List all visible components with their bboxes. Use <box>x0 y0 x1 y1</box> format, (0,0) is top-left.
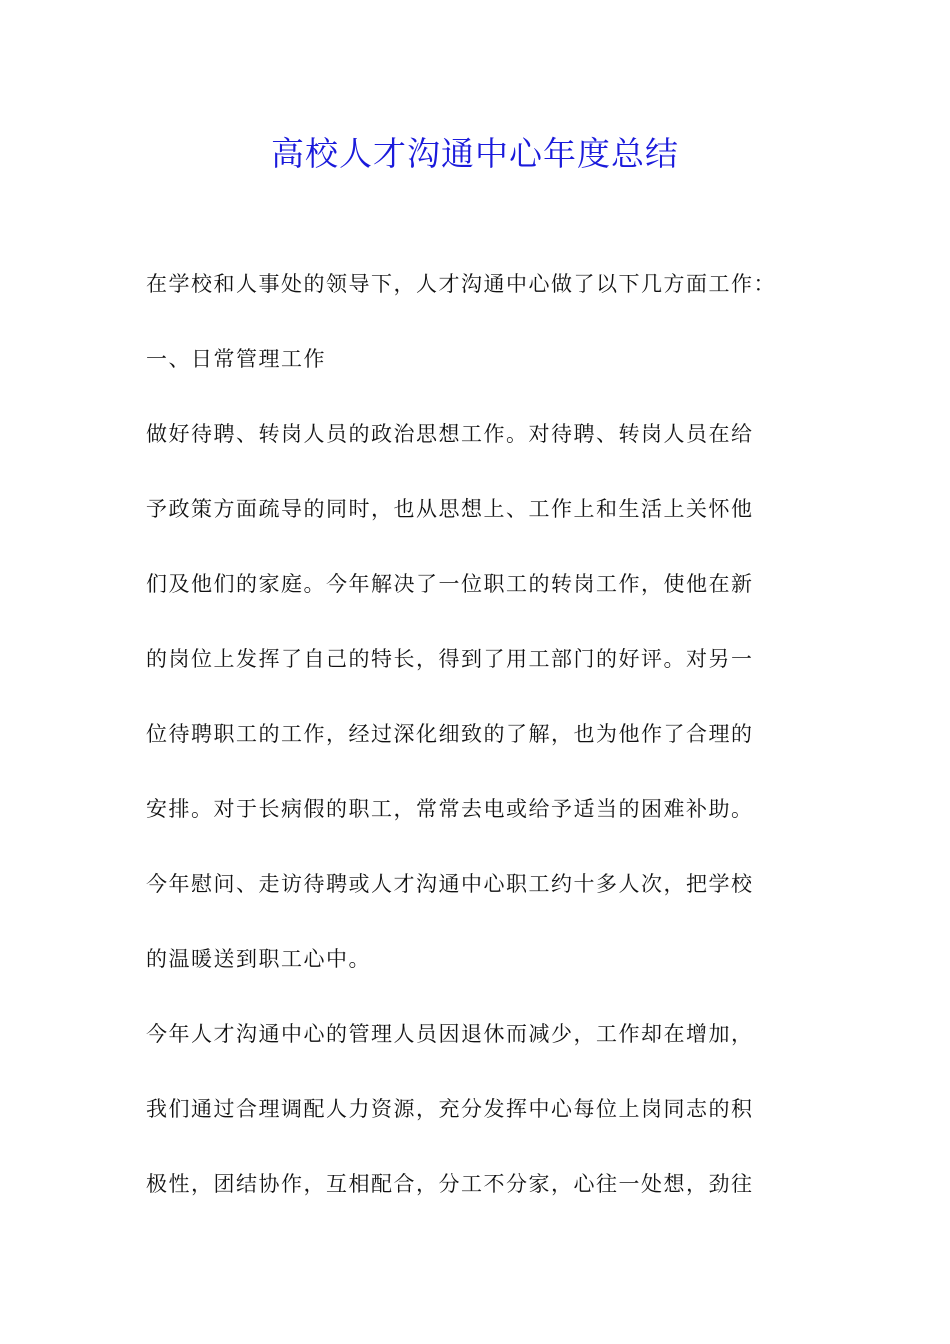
paragraph-line: 今年人才沟通中心的管理人员因退休而减少，工作却在增加， <box>146 1022 754 1046</box>
page-title: 高校人才沟通中心年度总结 <box>271 134 679 173</box>
paragraph-line: 我们通过合理调配人力资源，充分发挥中心每位上岗同志的积 <box>146 1097 754 1121</box>
paragraph-line: 安排。对于长病假的职工，常常去电或给予适当的困难补助。 <box>146 797 754 821</box>
paragraph-line: 极性，团结协作，互相配合，分工不分家，心往一处想，劲往 <box>146 1172 754 1196</box>
paragraph-line: 在学校和人事处的领导下，人才沟通中心做了以下几方面工作： <box>146 272 776 296</box>
paragraph-line: 位待聘职工的工作，经过深化细致的了解，也为他作了合理的 <box>146 722 754 746</box>
paragraph-line: 们及他们的家庭。今年解决了一位职工的转岗工作，使他在新 <box>146 572 754 596</box>
section-heading: 一、日常管理工作 <box>146 347 326 371</box>
paragraph-line: 今年慰问、走访待聘或人才沟通中心职工约十多人次，把学校 <box>146 872 754 896</box>
paragraph-line: 做好待聘、转岗人员的政治思想工作。对待聘、转岗人员在给 <box>146 422 754 446</box>
paragraph-line: 予政策方面疏导的同时，也从思想上、工作上和生活上关怀他 <box>146 497 754 521</box>
paragraph-line: 的岗位上发挥了自己的特长，得到了用工部门的好评。对另一 <box>146 647 754 671</box>
paragraph-line: 的温暖送到职工心中。 <box>146 947 371 971</box>
document-body <box>146 266 806 1241</box>
